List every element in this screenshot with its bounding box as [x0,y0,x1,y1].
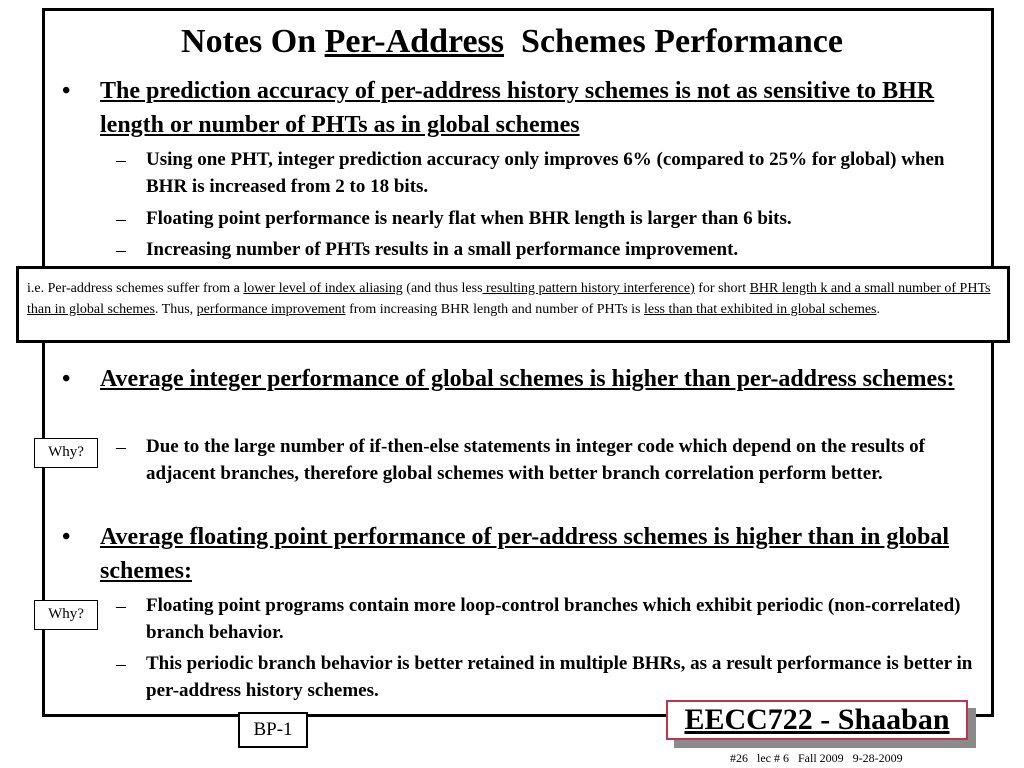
slide-title [0,20,1024,64]
sub-marker-1-1: – [116,149,126,171]
note-underline-2: resulting pattern history interference) [482,281,695,296]
sub-3-2-text: This periodic branch behavior is better retained in multiple BHRs, as a result performance is better in per-address history schemes. [146,653,973,701]
note-underline-3: BHR length k and a small number of PHTs than in global schemes [27,281,991,317]
course-badge: EECC722 - Shaaban [666,700,968,740]
bullet-3-text: Average floating point performance of per-address schemes is higher than in global schemes: [100,524,950,584]
slide-footer: #26 lec # 6 Fall 2009 9-28-2009 [730,751,903,765]
note-text-1: i.e. Per-address schemes suffer from a [27,281,244,296]
why-tag-integer: Why? [34,438,98,468]
bullet-marker-1: • [62,78,71,104]
note-text-4: . Thus, [154,302,197,317]
title-suffix: Schemes Performance [504,23,843,60]
bullet-marker-3: • [62,524,71,550]
sub-2-1-text: Due to the large number of if-then-else statements in integer code which depend on the results of adjacent branches, therefore global schemes with better branch correlation perform better. [146,436,925,484]
title-underlined: Per-Address [324,23,505,60]
why-tag-floating-point: Why? [34,600,98,630]
slide-tag-box: BP-1 [238,712,308,748]
note-text-2: (and thus less [402,281,483,296]
sub-1-3-text: Increasing number of PHTs results in a small performance improvement. [146,239,739,260]
note-text-5: from increasing BHR length and number of PHTs is [345,302,644,317]
bullet-2-text: Average integer performance of global schemes is higher than per-address schemes: [100,366,955,392]
note-underline-5: less than that exhibited in global schemes [644,302,877,317]
sub-marker-1-2: – [116,208,126,230]
sub-1-1-text: Using one PHT, integer prediction accuracy only improves 6% (compared to 25% for global) when BHR is increased from 2 to 18 bits. [146,149,945,197]
sub-marker-3-1: – [116,595,126,617]
aliasing-note-box [16,266,1010,343]
note-underline-4: performance improvement [196,302,346,317]
note-text-6: . [876,302,881,317]
sub-marker-3-2: – [116,653,126,675]
note-text-3: for short [694,281,750,296]
sub-1-2-text: Floating point performance is nearly flat when BHR length is larger than 6 bits. [146,208,792,229]
sub-marker-1-3: – [116,239,126,261]
sub-3-1-text: Floating point programs contain more loop-control branches which exhibit periodic (non-correlated) branch behavior. [146,595,961,643]
note-underline-1: lower level of index aliasing [243,281,403,296]
sub-marker-2-1: – [116,436,126,458]
title-prefix: Notes On [181,23,325,60]
bullet-1-text: The prediction accuracy of per-address history schemes is not as sensitive to BHR length or number of PHTs as in global schemes [100,78,935,138]
bullet-marker-2: • [62,366,71,392]
